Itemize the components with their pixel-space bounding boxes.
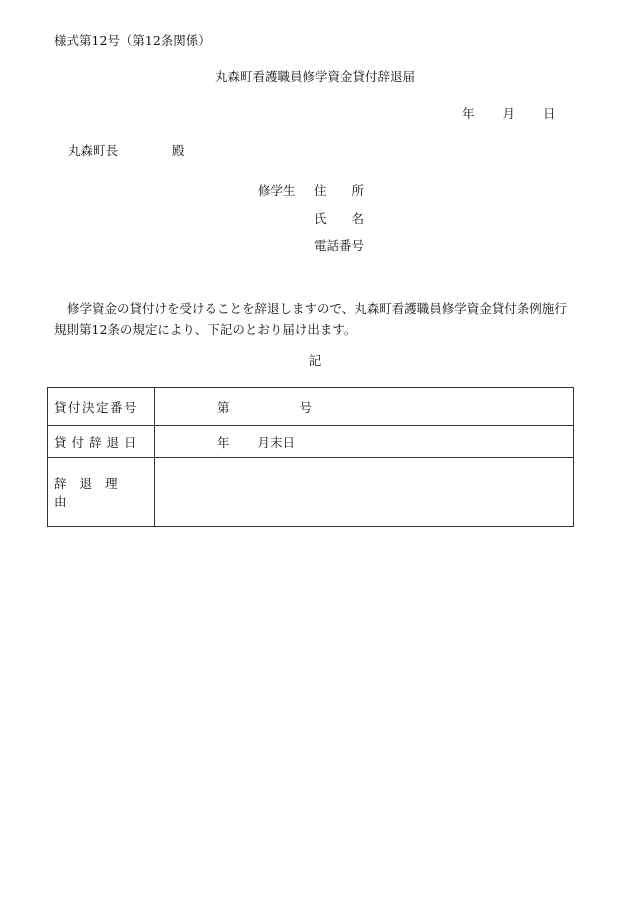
table-row — [48, 426, 574, 458]
number-prefix: 第 — [217, 399, 230, 415]
withdrawal-reason-field[interactable] — [155, 458, 574, 527]
date-day: 日 — [543, 106, 556, 121]
addressee — [68, 145, 185, 158]
withdrawal-date-label: 貸付辞退日 — [48, 426, 155, 458]
withdrawal-year: 年 — [217, 434, 230, 450]
loan-decision-number-label: 貸付決定番号 — [48, 388, 155, 426]
applicant-label: 修学生 — [258, 183, 296, 198]
form-number: 様式第12号（第12条関係） — [54, 33, 211, 48]
body-text: 修学資金の貸付けを受けることを辞退しますので、丸森町看護職員修学資金貸付条例施行規則第12条の規定により、下記のとおり届け出ます。 — [54, 301, 567, 337]
table-row — [48, 458, 574, 527]
table-row — [48, 388, 574, 426]
date-line — [462, 108, 556, 121]
withdrawal-month-end: 月末日 — [257, 434, 296, 450]
number-suffix: 号 — [299, 399, 313, 415]
applicant-phone-label: 電話番号 — [314, 238, 365, 253]
document-title: 丸森町看護職員修学資金貸付辞退届 — [214, 69, 415, 84]
withdrawal-reason-label: 辞退理由 — [48, 458, 155, 527]
withdrawal-table — [47, 387, 574, 527]
addressee-name: 丸森町長 — [68, 143, 119, 158]
addressee-honorific: 殿 — [172, 143, 185, 158]
withdrawal-date-field[interactable] — [155, 426, 574, 458]
date-year: 年 — [462, 106, 475, 121]
applicant-name-label: 氏 名 — [314, 211, 365, 226]
applicant-address-label: 住 所 — [314, 183, 365, 198]
ki-heading: 記 — [308, 353, 322, 368]
date-month: 月 — [502, 106, 516, 121]
loan-decision-number-field[interactable] — [155, 388, 574, 426]
